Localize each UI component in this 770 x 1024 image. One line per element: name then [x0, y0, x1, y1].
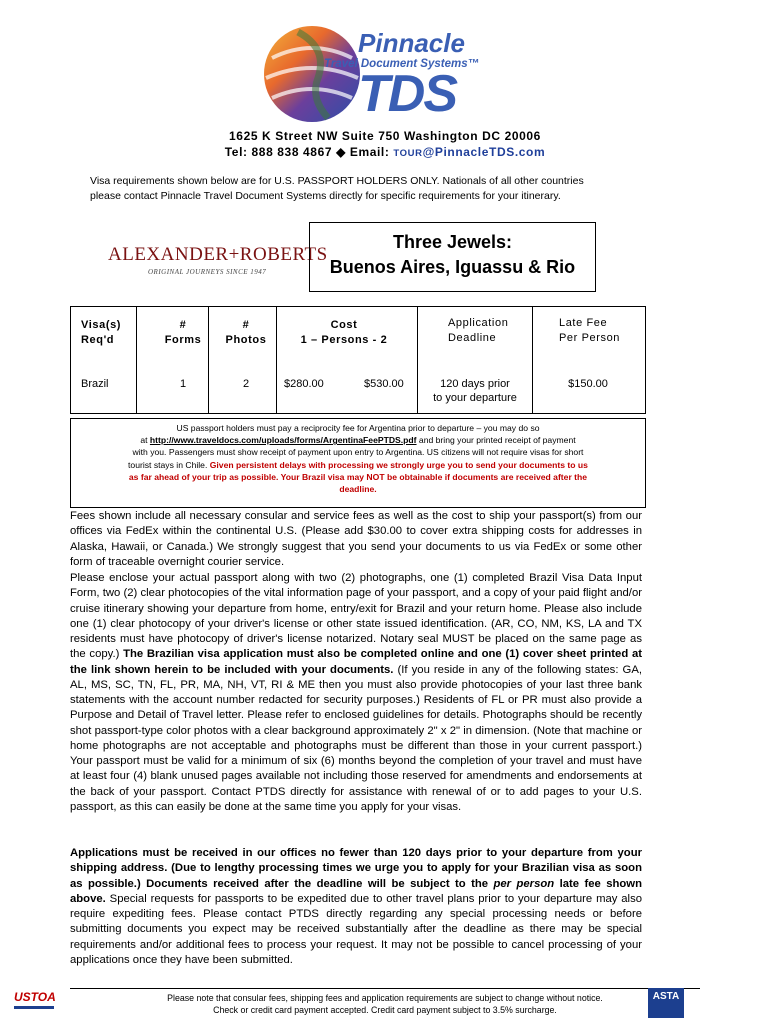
- footer-line-2: Check or credit card payment accepted. Credit card payment subject to 3.5% surcharge.: [213, 1005, 557, 1015]
- table-border-right: [645, 306, 646, 414]
- tour-title-line-1: Three Jewels:: [392, 232, 513, 252]
- intro-line-2: please contact Pinnacle Travel Document Systems directly for specific requirements for your itinerary.: [90, 190, 561, 202]
- note-line-2: at http://www.traveldocs.com/uploads/forms/ArgentinaFeePTDS.pdf and bring your printed receipt of payment: [140, 435, 576, 446]
- online-application-notice: The Brazilian visa application must also be completed online and one (1) cover sheet printed at the link shown herein to be included with your documents.: [70, 648, 642, 676]
- row-deadline: 120 days prior to your departure: [433, 378, 517, 404]
- header-photos: # Photos: [225, 319, 267, 346]
- email-domain[interactable]: @PinnacleTDS.com: [422, 145, 546, 159]
- reciprocity-note: [70, 418, 646, 508]
- row-cost-1: $280.00: [284, 378, 324, 390]
- col-divider: [208, 306, 209, 414]
- visa-table: [70, 306, 646, 416]
- brand-subtitle: Travel Document Systems™: [324, 58, 480, 70]
- note-line-1: US passport holders must pay a reciprocity fee for Argentina prior to departure – you may do so: [176, 423, 540, 433]
- contact-line: [0, 145, 770, 159]
- table-border-top: [70, 306, 646, 307]
- asta-logo: ASTA: [648, 988, 684, 1018]
- argentina-fee-link[interactable]: http://www.traveldocs.com/uploads/forms/ArgentinaFeePTDS.pdf: [149, 435, 417, 446]
- header-late-fee: Late Fee Per Person: [559, 317, 621, 344]
- table-border-left: [70, 306, 71, 414]
- header-deadline: Application Deadline: [448, 317, 509, 344]
- email-label: Email:: [349, 145, 390, 159]
- row-late-fee: $150.00: [568, 378, 608, 390]
- table-border-bottom: [70, 413, 646, 414]
- note-line-5: as far ahead of your trip as possible. Your Brazil visa may NOT be obtainable if documents are received after the: [128, 471, 588, 482]
- email-prefix[interactable]: TOUR: [393, 148, 423, 159]
- brand-name: Pinnacle: [358, 28, 465, 58]
- fees-paragraph: Fees shown include all necessary consular and service fees as well as the cost to ship your passport(s) from our offices via FedEx within the continental U.S. (Please add $30.00 to cover extra shipping costs for addresses in Alaska, Hawaii, or Canada.) We strongly suggest that you send your documents to us via FedEx or some other form of traceable overnight courier service.: [70, 510, 642, 568]
- header-visa: Visa(s) Req'd: [81, 319, 122, 346]
- note-line-3: with you. Passengers must show receipt of payment upon entry to Argentina. US citizens will not require visas for short: [132, 447, 584, 458]
- ustoa-logo: USTOA: [14, 990, 64, 1018]
- header-cost: Cost 1 – Persons - 2: [300, 319, 388, 346]
- alexander-roberts-logo: [108, 244, 328, 276]
- brand-mark: TDS: [358, 65, 456, 123]
- address-line: 1625 K Street NW Suite 750 Washington DC 20006: [229, 129, 541, 143]
- tour-title-line-2: Buenos Aires, Iguassu & Rio: [329, 257, 576, 277]
- row-cost-2: $530.00: [364, 378, 404, 390]
- intro-line-1: Visa requirements shown below are for U.S. PASSPORT HOLDERS ONLY. Nationals of all other countries: [90, 175, 584, 187]
- ustoa-bar: [14, 1006, 54, 1009]
- row-photos: 2: [242, 378, 250, 390]
- tour-title-box: [309, 222, 596, 292]
- note-line-4: tourist stays in Chile. Given persistent delays with processing we strongly urge you to send your documents to us: [128, 459, 588, 470]
- row-forms: 1: [179, 378, 187, 390]
- col-divider: [532, 306, 533, 414]
- row-country: Brazil: [81, 378, 109, 390]
- col-divider: [136, 306, 137, 414]
- pinnacle-tds-logo: [258, 18, 498, 130]
- footer-divider: [70, 988, 700, 989]
- operator-tagline: ORIGINAL JOURNEYS SINCE 1947: [148, 268, 267, 276]
- operator-brand: ALEXANDER+ROBERTS: [108, 244, 328, 265]
- requirements-paragraph: Please enclose your actual passport along with two (2) photographs, one (1) completed Brazil Visa Data Input Form, two (2) clear photocopies of the vital information page of your passport, and a copy of your paid flight and/or cruise itinerary showing your departure from home, entry/exit for Brazil and your return home. Please also include one (1) clear photocopy of your driver's license or other state issued identification. (AR, CO, NM, KS, LA and TX residents must have photocopy of driver's license notarized. Notary seal MUST be placed on the same page as the copy.) The Brazilian visa application must also be completed online and one (1) cover sheet printed at the link shown herein to be included with your documents. (If you reside in any of the following states: GA, AL, MS, SC, TN, FL, PR, MA, NH, VT, RI & ME then you must also provide photocopies of your last three bank statements with the account number redacted for security purposes.) Residents of FL or PR must also provide a Purpose and Detail of Travel letter. Please refer to enclosed guidelines for details. Photographs should be recently shot passport-type color photos with a clear background approximately 2" x 2" in dimension. (Note that machine or home photographs are not acceptable and photographs must be different than those in your current passport.) Your passport must be valid for a minimum of six (6) months beyond the completion of your travel and must have at least four (4) blank unused pages available not including those reserved for amendments and endorsements at the back of your passport. Contact PTDS directly for assistance with renewal of or to add pages to your U.S. passport, as this can easily be done at the same time you apply for your visas.: [70, 572, 642, 813]
- header-forms: # Forms: [164, 319, 202, 346]
- tel-label: Tel: 888 838 4867: [224, 145, 333, 159]
- deadline-paragraph: Applications must be received in our offices no fewer than 120 days prior to your departure from your shipping address. (Due to lengthy processing times we urge you to apply for your Brazilian visa as soon as possible.) Documents received after the deadline will be subject to the per person late fee shown above. Special requests for passports to be expedited due to other travel plans prior to your departure may also require expediting fees. Please contact PTDS directly regarding any special processing needs or before submitting documents you expect may be received substantially after the deadline as there may be special requirements and/or additional fees to process your request. It may not be possible to cancel processing of your applications once they have been submitted.: [70, 847, 643, 966]
- note-line-6: deadline.: [339, 484, 377, 495]
- footer-line-1: Please note that consular fees, shipping fees and application requirements are subject to change without notice.: [167, 993, 603, 1003]
- separator-icon: ◆: [336, 145, 350, 159]
- col-divider: [417, 306, 418, 414]
